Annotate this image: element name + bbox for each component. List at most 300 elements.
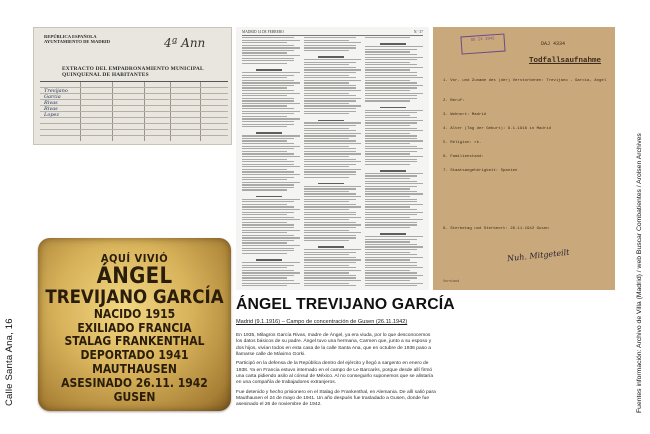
newspaper-text-line — [304, 224, 362, 225]
newspaper-text-line — [365, 262, 417, 263]
death-record-line: 6. Familienstand: — [443, 155, 484, 159]
newspaper-text-line — [304, 217, 362, 218]
death-record-line: 8. Sterbetag und Sterbeort: 26.11.1942 Gusen — [443, 227, 549, 231]
newspaper-text-line — [380, 43, 406, 44]
newspaper-text-line — [304, 171, 356, 172]
newspaper-text-line — [242, 184, 294, 185]
newspaper-text-line — [304, 219, 349, 220]
newspaper-text-line — [242, 55, 300, 56]
newspaper-text-line — [304, 191, 349, 192]
newspaper-text-line — [365, 159, 417, 160]
newspaper-text-line — [304, 135, 356, 136]
newspaper-text-line — [365, 201, 417, 202]
newspaper-text-line — [242, 103, 300, 104]
newspaper-text-line — [365, 67, 423, 68]
newspaper-text-line — [365, 186, 417, 187]
newspaper-text-line — [304, 87, 356, 88]
newspaper-text-line — [365, 112, 417, 113]
newspaper-text-line — [242, 77, 287, 78]
newspaper-text-line — [304, 148, 356, 149]
newspaper-text-line — [304, 267, 356, 268]
newspaper-text-line — [242, 237, 300, 238]
newspaper-text-line — [242, 121, 294, 122]
newspaper-text-line — [242, 214, 287, 215]
newspaper-text-line — [365, 62, 410, 63]
newspaper-text-line — [365, 128, 417, 129]
newspaper-text-line — [365, 125, 410, 126]
newspaper-text-line — [365, 75, 417, 76]
stolperstein-plaque — [38, 238, 231, 411]
newspaper-text-line — [242, 232, 287, 233]
newspaper-text-line — [365, 135, 417, 136]
newspaper-text-line — [304, 174, 356, 175]
newspaper-text-line — [304, 98, 362, 99]
newspaper-text-line — [304, 275, 356, 276]
plaque-line: MAUTHAUSEN — [92, 362, 177, 376]
newspaper-text-line — [304, 125, 356, 126]
newspaper-text-line — [242, 209, 300, 210]
newspaper-text-line — [304, 283, 349, 284]
newspaper-text-line — [304, 230, 349, 231]
census-header-line: AYUNTAMIENTO DE MADRID — [44, 39, 111, 45]
newspaper-text-line — [304, 122, 362, 123]
newspaper-text-line — [242, 98, 294, 99]
newspaper-text-line — [365, 130, 423, 131]
newspaper-text-line — [365, 227, 410, 228]
plaque-line: ASESINADO 26.11. 1942 — [61, 376, 208, 390]
plaque-line: GUSEN — [113, 390, 156, 404]
newspaper-text-line — [365, 133, 410, 134]
newspaper-text-line — [365, 115, 410, 116]
census-handwriting: Garcia — [44, 94, 61, 100]
plaque-line: TREVIJANO GARCÍA — [45, 287, 224, 308]
newspaper-text-line — [242, 118, 300, 119]
newspaper-text-line — [304, 90, 362, 91]
death-record-line: 7. Staatsangehörigkeit: Spanien — [443, 169, 518, 173]
newspaper-text-line — [365, 49, 417, 50]
newspaper-text-line — [365, 173, 423, 174]
newspaper-text-line — [304, 143, 362, 144]
newspaper-text-line — [304, 177, 349, 178]
newspaper-text-line — [365, 143, 410, 144]
newspaper-column — [242, 37, 300, 286]
newspaper-text-line — [304, 265, 349, 266]
newspaper-text-line — [242, 143, 294, 144]
newspaper-text-line — [242, 129, 300, 131]
newspaper-text-line — [242, 275, 294, 276]
newspaper-text-line — [242, 179, 287, 180]
newspaper-text-line — [242, 63, 287, 64]
newspaper-text-line — [304, 240, 349, 241]
newspaper-text-line — [380, 170, 406, 171]
newspaper-text-line — [365, 244, 417, 245]
newspaper-text-line — [365, 90, 410, 91]
newspaper-text-line — [365, 80, 410, 81]
newspaper-text-line — [365, 51, 410, 52]
census-header-line: REPÚBLICA ESPAÑOLA — [44, 34, 97, 39]
newspaper-text-line — [304, 232, 362, 233]
newspaper-text-line — [242, 187, 294, 188]
newspaper-date: MADRID 14 DE FEBRERO — [242, 30, 284, 34]
newspaper-text-line — [242, 45, 294, 46]
newspaper-text-line — [242, 60, 294, 61]
newspaper-text-line — [365, 82, 417, 83]
newspaper-text-line — [365, 95, 417, 96]
newspaper-text-line — [304, 100, 356, 101]
newspaper-text-line — [304, 156, 349, 157]
newspaper-text-line — [242, 262, 300, 263]
newspaper-text-line — [365, 241, 410, 242]
article-body — [236, 333, 436, 409]
newspaper-text-line — [304, 111, 356, 112]
newspaper-text-line — [304, 196, 362, 197]
newspaper-text-line — [365, 69, 410, 70]
newspaper-text-line — [365, 222, 417, 223]
newspaper-text-line — [242, 235, 294, 236]
newspaper-text-line — [365, 212, 423, 213]
newspaper-text-line — [242, 161, 294, 162]
newspaper-text-line — [304, 77, 356, 78]
newspaper-text-line — [242, 72, 300, 73]
newspaper-text-line — [304, 59, 362, 60]
newspaper-text-line — [242, 37, 294, 38]
newspaper-text-line — [242, 174, 300, 175]
newspaper-text-line — [304, 159, 356, 160]
newspaper-text-line — [365, 103, 423, 105]
newspaper-text-line — [304, 95, 356, 96]
newspaper-page-image — [236, 27, 429, 290]
newspaper-text-line — [365, 77, 423, 78]
newspaper-number: N.º 37 — [413, 30, 423, 34]
article-subtitle: Madrid (9.1.1916) – Campo de concentración de Gusen (26.11.1942) — [236, 319, 408, 325]
newspaper-text-line — [242, 242, 287, 243]
newspaper-text-line — [304, 212, 356, 213]
newspaper-text-line — [242, 47, 300, 48]
newspaper-text-line — [365, 110, 423, 111]
newspaper-text-line — [242, 227, 294, 228]
newspaper-text-line — [242, 164, 294, 165]
newspaper-text-line — [304, 138, 349, 139]
newspaper-text-line — [242, 217, 294, 218]
newspaper-text-line — [242, 148, 294, 149]
newspaper-text-line — [365, 206, 410, 207]
newspaper-text-line — [242, 124, 294, 125]
death-record-line: 2. Beruf: — [443, 99, 465, 103]
newspaper-text-line — [242, 201, 294, 202]
newspaper-text-line — [365, 87, 417, 88]
newspaper-text-line — [365, 146, 417, 147]
newspaper-text-line — [365, 249, 417, 250]
newspaper-text-line — [365, 204, 423, 205]
newspaper-text-line — [304, 249, 362, 250]
newspaper-text-line — [365, 93, 423, 94]
newspaper-text-line — [318, 56, 344, 57]
newspaper-text-line — [242, 40, 300, 41]
newspaper-text-line — [365, 85, 423, 86]
newspaper-text-line — [365, 270, 410, 271]
death-record-line: 3. Wohnort: Madrid — [443, 113, 487, 117]
newspaper-text-line — [242, 248, 294, 249]
address-label: Calle Santa Ana, 16 — [4, 318, 15, 406]
newspaper-text-line — [242, 189, 287, 190]
death-record-line: 4. Alter (Tag der Geburt): 9.1.1916 in Madrid — [443, 127, 552, 131]
newspaper-text-line — [256, 259, 282, 260]
newspaper-text-line — [242, 75, 294, 76]
newspaper-text-line — [365, 64, 417, 65]
newspaper-text-line — [304, 128, 349, 129]
newspaper-text-line — [242, 272, 300, 273]
newspaper-text-line — [304, 93, 349, 94]
newspaper-text-line — [365, 100, 410, 101]
newspaper-text-line — [365, 252, 410, 253]
newspaper-text-line — [304, 166, 349, 167]
newspaper-text-line — [304, 72, 356, 73]
newspaper-text-line — [242, 135, 300, 136]
newspaper-text-line — [304, 237, 356, 238]
biography-article — [236, 296, 455, 412]
census-handwritten-code: 4ª Ann — [164, 36, 206, 50]
death-record-footer: Vorstand — [443, 280, 460, 284]
newspaper-text-line — [304, 116, 362, 118]
census-handwriting: Rivas — [44, 106, 58, 112]
newspaper-text-line — [304, 130, 356, 131]
death-record-image — [433, 27, 615, 290]
newspaper-text-line — [242, 108, 294, 109]
newspaper-text-line — [365, 54, 417, 55]
newspaper-text-line — [365, 175, 417, 176]
newspaper-text-line — [365, 246, 423, 247]
newspaper-text-line — [365, 140, 423, 141]
newspaper-text-line — [304, 69, 362, 70]
newspaper-text-line — [242, 52, 287, 53]
newspaper-text-line — [304, 206, 362, 207]
newspaper-text-line — [242, 169, 287, 170]
newspaper-text-line — [304, 227, 356, 228]
newspaper-text-line — [304, 259, 362, 260]
newspaper-text-line — [304, 179, 362, 181]
newspaper-text-line — [242, 153, 294, 154]
newspaper-text-line — [304, 103, 349, 104]
newspaper-text-line — [242, 245, 300, 246]
plaque-line: DEPORTADO 1941 — [80, 348, 189, 362]
census-title: EXTRACTO DEL EMPADRONAMIENTO MUNICIPAL QUINQUENAL DE HABITANTES — [62, 66, 204, 78]
newspaper-text-line — [242, 80, 294, 81]
newspaper-text-line — [242, 204, 287, 205]
newspaper-text-line — [365, 214, 417, 215]
newspaper-text-line — [242, 250, 294, 251]
newspaper-text-line — [304, 169, 362, 170]
newspaper-text-line — [242, 283, 300, 284]
newspaper-text-line — [242, 42, 287, 43]
newspaper-text-line — [365, 272, 417, 273]
newspaper-text-line — [365, 230, 423, 232]
newspaper-text-line — [365, 285, 417, 286]
newspaper-text-line — [242, 166, 300, 167]
newspaper-text-line — [242, 224, 294, 225]
newspaper-text-line — [242, 87, 287, 88]
newspaper-text-line — [304, 199, 356, 200]
newspaper-text-line — [365, 166, 423, 168]
newspaper-text-line — [304, 50, 349, 51]
newspaper-text-line — [242, 126, 287, 127]
newspaper-text-line — [256, 132, 282, 133]
newspaper-text-line — [365, 196, 410, 197]
newspaper-text-line — [365, 37, 410, 38]
newspaper-text-line — [365, 188, 410, 189]
newspaper-text-line — [304, 42, 362, 43]
newspaper-text-line — [365, 138, 417, 139]
newspaper-text-line — [365, 236, 423, 237]
newspaper-text-line — [365, 72, 417, 73]
newspaper-text-line — [304, 161, 362, 162]
newspaper-text-line — [242, 267, 287, 268]
newspaper-text-line — [242, 253, 287, 254]
newspaper-text-line — [365, 283, 423, 284]
newspaper-column — [365, 37, 423, 286]
newspaper-text-line — [304, 47, 356, 48]
newspaper-text-line — [242, 58, 294, 59]
census-handwriting: Rivas — [44, 100, 58, 106]
newspaper-text-line — [242, 219, 300, 220]
newspaper-text-line — [304, 140, 356, 141]
newspaper-text-line — [242, 140, 287, 141]
newspaper-text-line — [304, 285, 356, 286]
newspaper-text-line — [365, 191, 417, 192]
newspaper-text-line — [256, 69, 282, 70]
newspaper-text-line — [304, 75, 349, 76]
newspaper-text-line — [365, 217, 410, 218]
newspaper-text-line — [380, 107, 406, 108]
newspaper-text-line — [304, 222, 356, 223]
newspaper-text-line — [304, 105, 362, 106]
newspaper-text-line — [365, 277, 417, 278]
newspaper-text-line — [304, 277, 356, 278]
newspaper-text-line — [304, 235, 356, 236]
plaque-line: AQUÍ VIVIÓ — [100, 252, 169, 265]
newspaper-text-line — [365, 267, 423, 268]
newspaper-text-line — [242, 177, 294, 178]
newspaper-text-line — [365, 46, 423, 47]
newspaper-text-line — [242, 95, 287, 96]
newspaper-text-line — [242, 138, 294, 139]
plaque-line: STALAG FRANKENTHAL — [64, 334, 205, 348]
newspaper-text-line — [365, 224, 417, 225]
newspaper-text-line — [242, 105, 287, 106]
newspaper-text-line — [318, 183, 344, 184]
newspaper-text-line — [242, 182, 300, 183]
census-handwriting: Trevijano — [44, 88, 68, 94]
newspaper-text-line — [365, 161, 417, 162]
death-record-reference: DAJ 4334 — [541, 41, 566, 47]
newspaper-text-line — [365, 178, 410, 179]
newspaper-text-line — [304, 52, 362, 54]
newspaper-text-line — [242, 280, 294, 281]
newspaper-text-line — [304, 214, 356, 215]
newspaper-text-line — [304, 133, 362, 134]
newspaper-text-line — [242, 270, 294, 271]
newspaper-text-line — [380, 233, 406, 234]
newspaper-text-line — [365, 151, 417, 152]
newspaper-text-line — [242, 212, 294, 213]
newspaper-text-line — [304, 62, 356, 63]
census-table — [40, 81, 228, 141]
newspaper-text-line — [304, 254, 349, 255]
death-record-line: 1. Vor- und Zuname des (der) Verstorbenen: Trevijano - Garcia, Angel — [443, 79, 607, 83]
newspaper-text-line — [365, 181, 417, 182]
sources-credit: Fuentes información: Archivo de Villa (Madrid) / web Buscar Combatientes / Arolsen Archives — [636, 133, 643, 413]
newspaper-text-line — [242, 85, 294, 86]
newspaper-text-line — [304, 80, 362, 81]
newspaper-text-line — [242, 113, 294, 114]
census-header — [44, 34, 110, 45]
newspaper-text-line — [365, 148, 423, 149]
newspaper-text-line — [304, 280, 362, 281]
census-document-image — [33, 27, 232, 145]
newspaper-text-line — [365, 275, 423, 276]
death-record-title: Todfallsaufnahme — [529, 57, 602, 65]
article-paragraph: En 1935, Milagros García Rivas, madre de Ángel, ya era viuda, por lo que desconocemos los datos básicos de su padre. Ángel tuvo una hermana, Carmen que, junto a su esposo y dos hijos, vivían todos en esta casa de la calle Santa Ana, que en octubre de 1936 paso a llamarse calle de Máximo Gorki. — [236, 333, 432, 357]
death-record-signature: Nuh. Mitgeteilt — [506, 247, 570, 264]
newspaper-text-line — [365, 257, 423, 258]
newspaper-text-line — [365, 120, 423, 121]
newspaper-text-line — [242, 240, 294, 241]
newspaper-text-line — [242, 265, 294, 266]
newspaper-text-line — [365, 57, 423, 58]
newspaper-text-line — [304, 64, 349, 65]
newspaper-text-line — [304, 262, 356, 263]
newspaper-text-line — [304, 108, 356, 109]
newspaper-text-line — [304, 146, 349, 147]
newspaper-text-line — [242, 192, 300, 194]
newspaper-text-line — [304, 82, 349, 83]
newspaper-text-line — [365, 153, 410, 154]
newspaper-text-line — [242, 199, 300, 200]
newspaper-text-line — [242, 277, 287, 278]
plaque-line: ÁNGEL — [96, 264, 173, 289]
newspaper-text-line — [242, 156, 300, 157]
newspaper-column — [304, 37, 362, 286]
newspaper-text-line — [365, 254, 417, 255]
newspaper-text-line — [304, 40, 349, 41]
newspaper-text-line — [304, 252, 356, 253]
newspaper-text-line — [365, 193, 423, 194]
newspaper-text-line — [365, 265, 417, 266]
newspaper-text-line — [304, 242, 362, 244]
newspaper-text-line — [242, 116, 287, 117]
newspaper-text-line — [242, 111, 300, 112]
newspaper-text-line — [304, 45, 356, 46]
newspaper-text-line — [304, 257, 356, 258]
newspaper-text-line — [304, 270, 362, 271]
newspaper-text-line — [365, 219, 423, 220]
census-handwriting: Lopez — [44, 112, 60, 118]
newspaper-text-line — [365, 122, 417, 123]
plaque-line: EXILIADO FRANCIA — [77, 321, 192, 335]
newspaper-columns — [242, 37, 423, 286]
newspaper-text-line — [304, 67, 356, 68]
newspaper-text-line — [242, 206, 294, 207]
newspaper-text-line — [365, 40, 423, 42]
newspaper-text-line — [304, 85, 356, 86]
plaque-line: NACIDO 1915 — [93, 307, 176, 321]
article-title: ÁNGEL TREVIJANO GARCÍA — [236, 296, 455, 313]
death-record-stamp: Sb IX 1942 — [460, 33, 505, 54]
newspaper-text-line — [365, 239, 417, 240]
newspaper-text-line — [304, 204, 356, 205]
census-row — [40, 130, 228, 136]
article-paragraph: Participó en la defensa de la República dentro del ejército y llegó a sargento en enero de 1938. Ya en Francia estuvo internado en el campo de Le Barcarès, porque desde allí firmó una carta pidiendo asilo al cónsul de México. Al no conseguirlo suponemos que se alistaría en una compañía de trabajadores extranjeros. — [236, 361, 434, 386]
newspaper-text-line — [304, 201, 349, 202]
